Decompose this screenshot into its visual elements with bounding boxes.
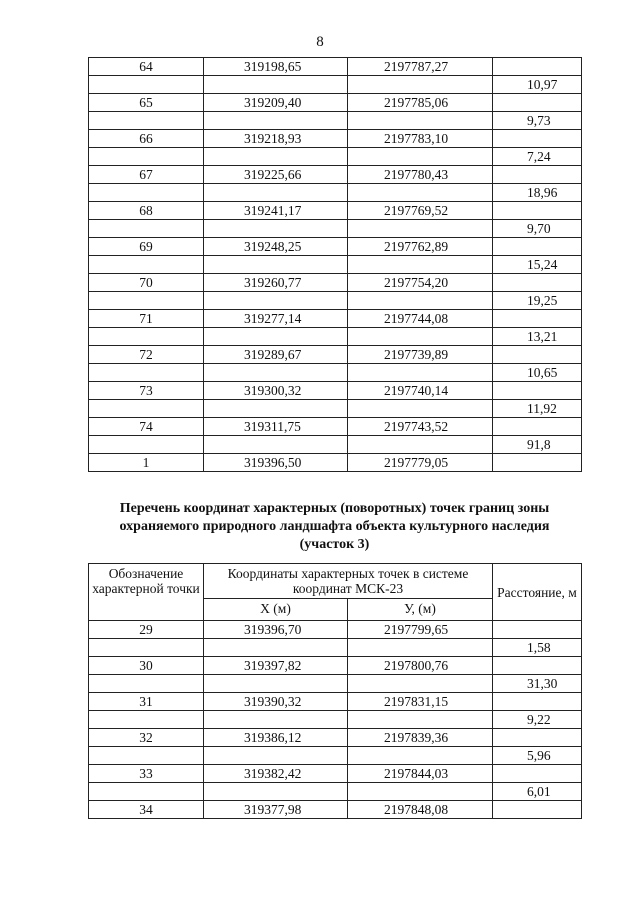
- x-coordinate-cell: 319390,32: [204, 693, 348, 711]
- coordinates-table-continued: [88, 57, 582, 472]
- point-row: [89, 130, 582, 148]
- distance-cell: 11,92: [493, 400, 582, 418]
- x-coordinate-cell: 319277,14: [204, 310, 348, 328]
- point-number-cell: 1: [89, 454, 204, 472]
- distance-row: [89, 364, 582, 382]
- point-row: [89, 382, 582, 400]
- distance-row: [89, 292, 582, 310]
- distance-cell: [493, 801, 582, 819]
- point-number-cell: [89, 675, 204, 693]
- y-coordinate-cell: 2197743,52: [348, 418, 493, 436]
- point-number-cell: 34: [89, 801, 204, 819]
- distance-cell: [493, 238, 582, 256]
- header-coordinates: Координаты характерных точек в системе координат МСК-23: [204, 564, 493, 599]
- distance-row: [89, 256, 582, 274]
- x-coordinate-cell: [204, 675, 348, 693]
- distance-row: [89, 328, 582, 346]
- point-row: [89, 765, 582, 783]
- x-coordinate-cell: 319311,75: [204, 418, 348, 436]
- y-coordinate-cell: 2197844,03: [348, 765, 493, 783]
- point-row: [89, 58, 582, 76]
- x-coordinate-cell: [204, 711, 348, 729]
- section-title: [88, 500, 581, 554]
- x-coordinate-cell: 319377,98: [204, 801, 348, 819]
- x-coordinate-cell: [204, 364, 348, 382]
- y-coordinate-cell: 2197800,76: [348, 657, 493, 675]
- y-coordinate-cell: 2197780,43: [348, 166, 493, 184]
- distance-cell: [493, 418, 582, 436]
- point-number-cell: [89, 400, 204, 418]
- distance-cell: [493, 274, 582, 292]
- x-coordinate-cell: 319225,66: [204, 166, 348, 184]
- y-coordinate-cell: [348, 711, 493, 729]
- point-row: [89, 621, 582, 639]
- section-title-line: (участок 3): [299, 537, 370, 552]
- distance-cell: [493, 310, 582, 328]
- point-number-cell: 31: [89, 693, 204, 711]
- distance-row: [89, 220, 582, 238]
- page-number: 8: [316, 34, 324, 50]
- distance-row: [89, 400, 582, 418]
- point-number-cell: [89, 783, 204, 801]
- y-coordinate-cell: [348, 783, 493, 801]
- point-row: [89, 693, 582, 711]
- y-coordinate-cell: 2197848,08: [348, 801, 493, 819]
- x-coordinate-cell: 319241,17: [204, 202, 348, 220]
- distance-cell: [493, 454, 582, 472]
- x-coordinate-cell: 319300,32: [204, 382, 348, 400]
- distance-row: [89, 783, 582, 801]
- distance-row: [89, 675, 582, 693]
- point-number-cell: 30: [89, 657, 204, 675]
- point-row: [89, 657, 582, 675]
- y-coordinate-cell: 2197754,20: [348, 274, 493, 292]
- x-coordinate-cell: [204, 184, 348, 202]
- distance-cell: [493, 382, 582, 400]
- y-coordinate-cell: [348, 639, 493, 657]
- point-row: [89, 310, 582, 328]
- x-coordinate-cell: [204, 747, 348, 765]
- y-coordinate-cell: [348, 256, 493, 274]
- distance-cell: 31,30: [493, 675, 582, 693]
- distance-cell: 9,22: [493, 711, 582, 729]
- point-number-cell: 69: [89, 238, 204, 256]
- x-coordinate-cell: [204, 328, 348, 346]
- distance-cell: 9,73: [493, 112, 582, 130]
- distance-cell: [493, 621, 582, 639]
- y-coordinate-cell: 2197779,05: [348, 454, 493, 472]
- distance-row: [89, 747, 582, 765]
- y-coordinate-cell: [348, 328, 493, 346]
- point-number-cell: 66: [89, 130, 204, 148]
- point-number-cell: 67: [89, 166, 204, 184]
- section-title-line: охраняемого природного ландшафта объекта культурного наследия: [119, 519, 550, 534]
- distance-cell: [493, 58, 582, 76]
- y-coordinate-cell: [348, 148, 493, 166]
- point-row: [89, 202, 582, 220]
- header-distance: Расстояние, м: [493, 564, 582, 621]
- y-coordinate-cell: [348, 184, 493, 202]
- point-number-cell: 32: [89, 729, 204, 747]
- header-y: У, (м): [348, 599, 493, 621]
- y-coordinate-cell: [348, 112, 493, 130]
- distance-cell: [493, 693, 582, 711]
- x-coordinate-cell: [204, 436, 348, 454]
- point-row: [89, 94, 582, 112]
- distance-cell: [493, 765, 582, 783]
- header-point: Обозначение характерной точки: [89, 564, 204, 621]
- distance-cell: 19,25: [493, 292, 582, 310]
- y-coordinate-cell: 2197787,27: [348, 58, 493, 76]
- point-number-cell: [89, 112, 204, 130]
- x-coordinate-cell: 319248,25: [204, 238, 348, 256]
- y-coordinate-cell: 2197744,08: [348, 310, 493, 328]
- distance-cell: 91,8: [493, 436, 582, 454]
- point-number-cell: 65: [89, 94, 204, 112]
- point-number-cell: [89, 328, 204, 346]
- x-coordinate-cell: 319396,50: [204, 454, 348, 472]
- point-row: [89, 454, 582, 472]
- distance-cell: [493, 166, 582, 184]
- distance-cell: 13,21: [493, 328, 582, 346]
- point-number-cell: [89, 364, 204, 382]
- point-row: [89, 238, 582, 256]
- y-coordinate-cell: 2197762,89: [348, 238, 493, 256]
- distance-cell: 9,70: [493, 220, 582, 238]
- x-coordinate-cell: 319397,82: [204, 657, 348, 675]
- x-coordinate-cell: 319396,70: [204, 621, 348, 639]
- x-coordinate-cell: [204, 639, 348, 657]
- distance-row: [89, 639, 582, 657]
- y-coordinate-cell: 2197799,65: [348, 621, 493, 639]
- distance-cell: 15,24: [493, 256, 582, 274]
- x-coordinate-cell: 319218,93: [204, 130, 348, 148]
- distance-cell: 5,96: [493, 747, 582, 765]
- y-coordinate-cell: [348, 220, 493, 238]
- distance-row: [89, 112, 582, 130]
- distance-row: [89, 184, 582, 202]
- point-number-cell: 74: [89, 418, 204, 436]
- point-number-cell: 71: [89, 310, 204, 328]
- distance-cell: [493, 729, 582, 747]
- point-row: [89, 166, 582, 184]
- point-number-cell: [89, 76, 204, 94]
- point-number-cell: 70: [89, 274, 204, 292]
- distance-cell: 1,58: [493, 639, 582, 657]
- y-coordinate-cell: [348, 747, 493, 765]
- distance-row: [89, 76, 582, 94]
- x-coordinate-cell: [204, 400, 348, 418]
- point-number-cell: [89, 436, 204, 454]
- point-row: [89, 274, 582, 292]
- y-coordinate-cell: [348, 292, 493, 310]
- distance-cell: 6,01: [493, 783, 582, 801]
- x-coordinate-cell: [204, 292, 348, 310]
- point-row: [89, 801, 582, 819]
- point-number-cell: [89, 639, 204, 657]
- point-number-cell: [89, 220, 204, 238]
- distance-row: [89, 148, 582, 166]
- x-coordinate-cell: 319209,40: [204, 94, 348, 112]
- section-title-line: Перечень координат характерных (поворотных) точек границ зоны: [119, 501, 550, 516]
- y-coordinate-cell: 2197783,10: [348, 130, 493, 148]
- point-row: [89, 346, 582, 364]
- coordinates-table-section-3: [88, 563, 582, 819]
- x-coordinate-cell: [204, 256, 348, 274]
- y-coordinate-cell: 2197831,15: [348, 693, 493, 711]
- point-number-cell: 64: [89, 58, 204, 76]
- point-number-cell: 33: [89, 765, 204, 783]
- point-number-cell: [89, 747, 204, 765]
- x-coordinate-cell: [204, 783, 348, 801]
- distance-cell: [493, 94, 582, 112]
- distance-cell: [493, 130, 582, 148]
- distance-cell: 7,24: [493, 148, 582, 166]
- y-coordinate-cell: 2197739,89: [348, 346, 493, 364]
- x-coordinate-cell: 319289,67: [204, 346, 348, 364]
- y-coordinate-cell: [348, 400, 493, 418]
- point-number-cell: [89, 292, 204, 310]
- y-coordinate-cell: 2197769,52: [348, 202, 493, 220]
- point-row: [89, 729, 582, 747]
- y-coordinate-cell: [348, 436, 493, 454]
- distance-cell: 10,65: [493, 364, 582, 382]
- distance-cell: [493, 657, 582, 675]
- point-number-cell: 73: [89, 382, 204, 400]
- point-number-cell: [89, 184, 204, 202]
- x-coordinate-cell: [204, 220, 348, 238]
- point-row: [89, 418, 582, 436]
- header-x: X (м): [204, 599, 348, 621]
- y-coordinate-cell: [348, 675, 493, 693]
- y-coordinate-cell: [348, 76, 493, 94]
- x-coordinate-cell: 319198,65: [204, 58, 348, 76]
- x-coordinate-cell: [204, 148, 348, 166]
- point-number-cell: [89, 711, 204, 729]
- point-number-cell: [89, 148, 204, 166]
- x-coordinate-cell: 319382,42: [204, 765, 348, 783]
- point-number-cell: 72: [89, 346, 204, 364]
- x-coordinate-cell: [204, 76, 348, 94]
- distance-row: [89, 436, 582, 454]
- distance-row: [89, 711, 582, 729]
- distance-cell: [493, 346, 582, 364]
- point-number-cell: [89, 256, 204, 274]
- y-coordinate-cell: [348, 364, 493, 382]
- x-coordinate-cell: 319260,77: [204, 274, 348, 292]
- y-coordinate-cell: 2197740,14: [348, 382, 493, 400]
- distance-cell: [493, 202, 582, 220]
- point-number-cell: 29: [89, 621, 204, 639]
- y-coordinate-cell: 2197785,06: [348, 94, 493, 112]
- distance-cell: 18,96: [493, 184, 582, 202]
- y-coordinate-cell: 2197839,36: [348, 729, 493, 747]
- distance-cell: 10,97: [493, 76, 582, 94]
- x-coordinate-cell: 319386,12: [204, 729, 348, 747]
- x-coordinate-cell: [204, 112, 348, 130]
- point-number-cell: 68: [89, 202, 204, 220]
